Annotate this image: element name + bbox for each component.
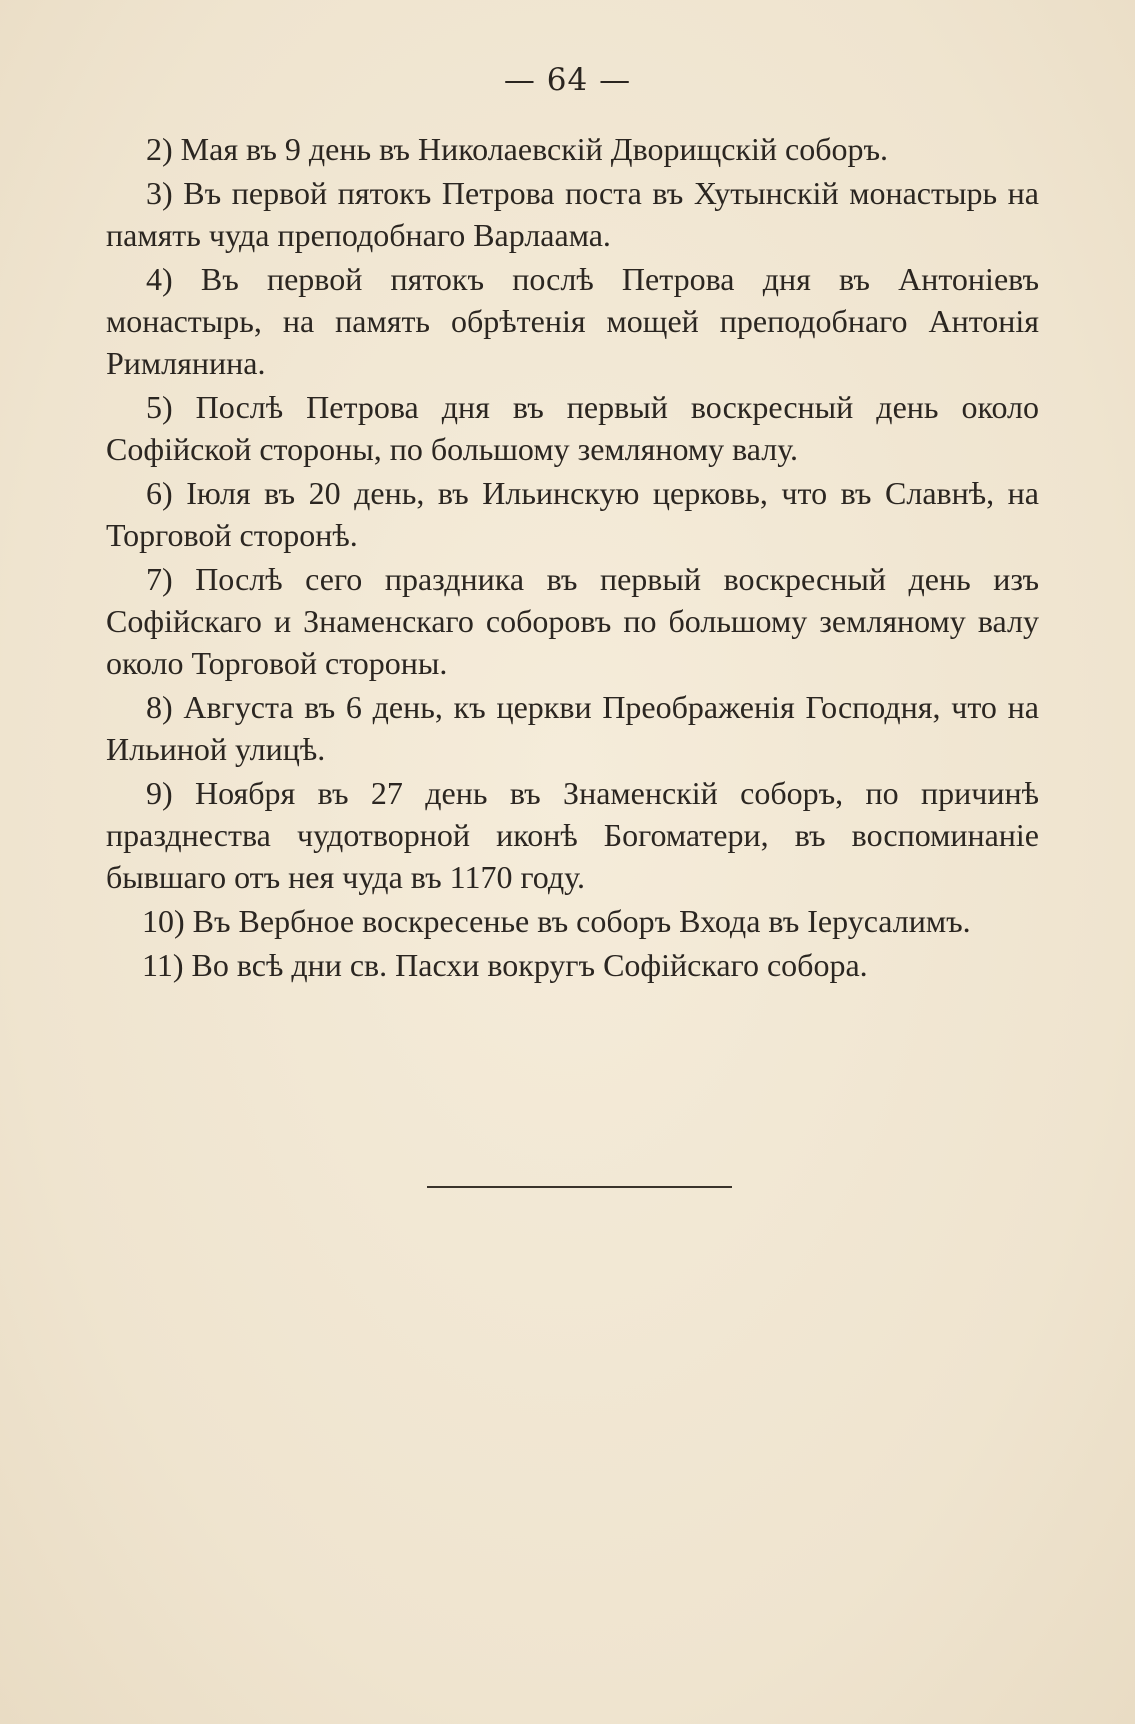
list-item: 4) Въ первой пятокъ послѣ Петрова дня въ Антоніевъ монастырь, на память обрѣтенія мощей преподобнаго Антонія Римлянина. — [106, 261, 1039, 381]
list-item: 9) Ноября въ 27 день въ Знаменскій соборъ, по причинѣ празднества чудотворной иконѣ Богоматери, въ воспоминаніе бывшаго отъ нея чуда въ 1170 году. — [106, 775, 1039, 895]
list-item: 3) Въ первой пятокъ Петрова поста въ Хутынскій монастырь на память чуда преподобнаго Варлаама. — [106, 175, 1039, 253]
list-item: 5) Послѣ Петрова дня въ первый воскресный день около Софійской стороны, по большому земляному валу. — [106, 389, 1039, 467]
page-number: — 64 — — [503, 62, 632, 98]
section-divider — [427, 1186, 732, 1188]
list-item: 11) Во всѣ дни св. Пасхи вокругъ Софійскаго собора. — [142, 947, 868, 983]
list-item: 7) Послѣ сего праздника въ первый воскресный день изъ Софійскаго и Знаменскаго соборовъ по большому земляному валу около Торговой стороны. — [106, 561, 1039, 681]
text-block — [106, 128, 1039, 986]
list-item: 6) Іюля въ 20 день, въ Ильинскую церковь, что въ Славнѣ, на Торговой сторонѣ. — [106, 475, 1039, 553]
list-item: 8) Августа въ 6 день, къ церкви Преображенія Господня, что на Ильиной улицѣ. — [106, 689, 1039, 767]
list-item: 10) Въ Вербное воскресенье въ соборъ Входа въ Іерусалимъ. — [142, 903, 971, 939]
list-item: 2) Мая въ 9 день въ Николаевскій Дворищскій соборъ. — [146, 131, 889, 167]
